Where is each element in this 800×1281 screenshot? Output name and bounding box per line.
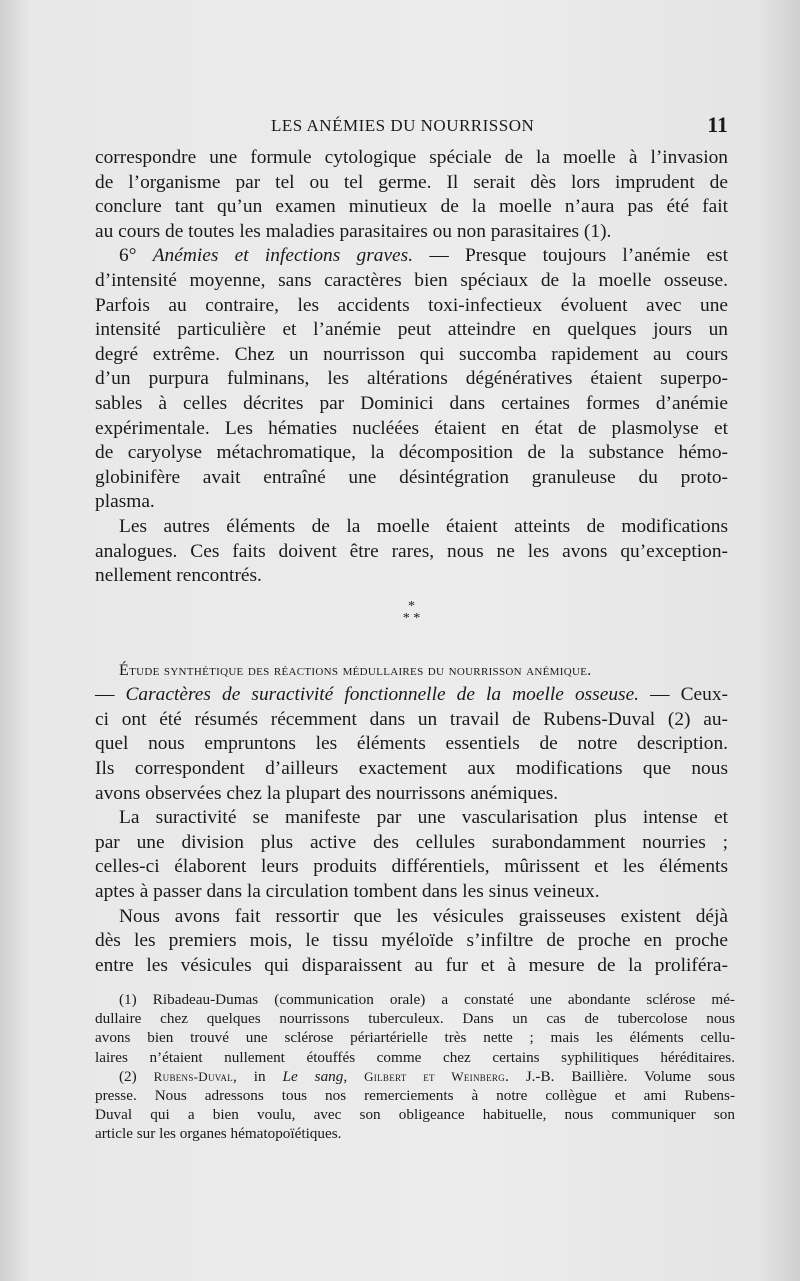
text-segment: , in	[233, 1067, 266, 1085]
text-line: correspondre une formule cytologique spéciale de la moelle à l’invasion	[95, 147, 728, 168]
page-header	[95, 112, 728, 142]
footnote-2	[95, 1067, 735, 1144]
text-line: conclure tant qu’un examen minutieux de la moelle n’aura pas été fait	[95, 196, 728, 218]
footnote-marker: (2)	[119, 1067, 137, 1085]
text-line: celles-ci élaborent leurs produits différentiels, mûrissent et les éléments	[95, 856, 728, 878]
text-line: plasma.	[95, 491, 155, 513]
footnote-line	[95, 1067, 735, 1086]
footnote-line: article sur les organes hématopoïétiques.	[95, 1125, 342, 1143]
text-line: expérimentale. Les hématies nucléées étaient en état de plasmolyse et	[95, 417, 728, 439]
footnote-1	[95, 990, 735, 1067]
text-line	[95, 683, 728, 708]
footnote-line: (1) Ribadeau-Dumas (communication orale) a constaté une abondante sclérose mé-	[119, 991, 735, 1008]
footnote-work-title: Le sang	[282, 1067, 344, 1085]
text-line: entre les vésicules qui disparaissent au fur et à mesure de la proliféra-	[95, 954, 728, 976]
running-title: LES ANÉMIES DU NOURRISSON	[271, 116, 535, 135]
text-line: ci ont été résumés récemment dans un travail de Rubens-Duval (2) au-	[95, 708, 728, 730]
text-line: intensité particulière et l’anémie peut atteindre en quelques jours un	[95, 319, 728, 341]
subsection-title: Anémies et infections graves.	[152, 245, 414, 267]
body-text	[95, 146, 728, 978]
paragraph-suractivite	[95, 806, 728, 904]
dash: —	[95, 684, 115, 706]
text-line: par une division plus active des cellules surabondamment nourries ;	[95, 831, 728, 853]
text-line: de l’organisme par tel ou tel germe. Il serait dès lors imprudent de	[95, 171, 728, 193]
text-line: Nous avons fait ressortir que les vésicules graisseuses existent déjà	[119, 905, 728, 927]
footnote-line: presse. Nous adressons tous nos remerciements à notre collègue et ami Rubens-	[95, 1087, 735, 1105]
text-line: avons observées chez la plupart des nourrissons anémiques.	[95, 782, 559, 804]
asterism-bottom: * *	[402, 610, 421, 626]
text-line	[95, 244, 728, 269]
footnote-line: avons bien trouvé une sclérose périartérielle très nette ; mais les éléments cellu-	[95, 1029, 735, 1047]
text-segment: . J.-B. Baillière. Volume sous	[504, 1067, 736, 1085]
text-line: d’intensité moyenne, sans caractères bien spéciaux de la moelle osseuse.	[95, 269, 728, 291]
page-number: 11	[707, 112, 728, 137]
section-heading: Étude synthétique des réactions médullaires du nourrisson anémique.	[119, 661, 592, 679]
text-line: dès les premiers mois, le tissu myéloïde s’infiltre de proche en proche	[95, 930, 728, 952]
text-line: globinifère avait entraîné une désintégration granuleuse du proto-	[95, 466, 728, 488]
paragraph-autres-elements	[95, 515, 728, 589]
text-line: La suractivité se manifeste par une vascularisation plus intense et	[119, 807, 728, 829]
text-line: au cours de toutes les maladies parasitaires ou non parasitaires (1).	[95, 220, 612, 242]
asterism-separator	[95, 598, 728, 626]
text-line: de caryolyse métachromatique, la décomposition de la substance hémo-	[95, 442, 728, 464]
footnote-line: Duval qui a bien voulu, avec son obligeance habituelle, nous communiquer son	[95, 1106, 735, 1124]
paragraph-continuation	[95, 146, 728, 244]
section-subtitle: Caractères de suractivité fonctionnelle de la moelle osseuse.	[125, 684, 640, 706]
footnote-line: laires n’étaient nullement étouffés comme chez certains syphilitiques héréditaires.	[95, 1048, 735, 1066]
paragraph-vesicules	[95, 905, 728, 979]
text-line: Ils correspondent d’ailleurs exactement aux modifications que nous	[95, 758, 728, 780]
text-line: sables à celles décrites par Dominici dans certaines formes d’anémie	[95, 392, 728, 414]
item-number: 6°	[119, 245, 137, 267]
text-line: d’un purpura fulminans, les altérations dégénératives étaient superpo-	[95, 368, 728, 390]
footnote-line: dullaire chez quelques nourrissons tuberculeux. Dans un cas de tubercolose nous	[95, 1010, 735, 1028]
text-segment: — Ceux-	[650, 684, 728, 706]
text-line: degré extrême. Chez un nourrisson qui succomba rapidement au cours	[95, 343, 728, 365]
footnote-editors: Gilbert et Weinberg	[364, 1068, 505, 1084]
text-line: quel nous empruntons les éléments essentiels de notre description.	[95, 733, 728, 755]
paragraph-anemies-infections	[95, 244, 728, 515]
text-line: Parfois au contraire, les accidents toxi-infectieux évoluent avec une	[95, 294, 728, 316]
text-line: aptes à passer dans la circulation tombent dans les sinus veineux.	[95, 881, 600, 903]
text-line: analogues. Ces faits doivent être rares, nous ne les avons qu’exception-	[95, 540, 728, 562]
text-segment: ,	[343, 1067, 348, 1085]
footnote-author: Rubens-Duval	[153, 1068, 234, 1084]
asterism-top: *	[408, 598, 415, 614]
text-line: nellement rencontrés.	[95, 565, 262, 587]
footnotes	[95, 990, 735, 1144]
text-line: Les autres éléments de la moelle étaient atteints de modifications	[119, 515, 728, 537]
text-segment: — Presque toujours l’anémie est	[429, 245, 728, 267]
section-etude-synthetique	[95, 659, 728, 807]
